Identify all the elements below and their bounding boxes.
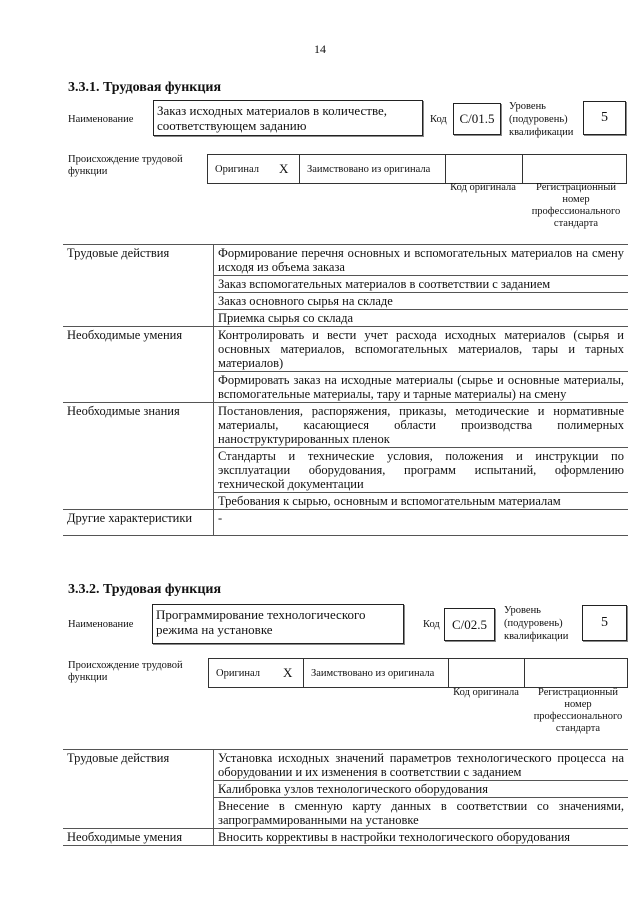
code-box: С/02.5 — [444, 608, 495, 641]
function-table — [63, 749, 628, 846]
original-label: Оригинал — [216, 667, 260, 679]
group-label: Необходимые умения — [63, 327, 214, 403]
function-name-box: Заказ исходных материалов в количестве, соответствующем заданию — [153, 100, 423, 136]
level-label: Уровень (подуровень) квалификации — [509, 101, 574, 138]
function-table — [63, 244, 628, 536]
divider — [626, 155, 627, 183]
table-row — [63, 327, 628, 372]
table-row — [63, 829, 628, 846]
caption-reg: Регистрационный номер профессионального стандарта — [533, 687, 623, 734]
level-box: 5 — [582, 605, 627, 641]
divider — [448, 659, 449, 687]
caption-reg: Регистрационный номер профессионального стандарта — [531, 182, 621, 229]
row-text: Формировать заказ на исходные материалы (сырье и основные материалы, вспомогательные материалы, тару и тарные материалы) на смену — [214, 372, 629, 403]
divider — [524, 659, 525, 687]
original-label: Оригинал — [215, 163, 259, 175]
divider — [208, 659, 209, 687]
section-title: 3.3.2. Трудовая функция — [68, 582, 222, 597]
row-text: Вносить коррективы в настройки технологического оборудования — [214, 829, 629, 846]
origin-label: Происхождение трудовой функции — [68, 660, 183, 683]
borrowed-label: Заимствовано из оригинала — [311, 667, 435, 679]
function-name-box: Программирование технологического режима на установке — [152, 604, 404, 644]
row-text: Внесение в сменную карту данных в соответствии со значениями, запрограммированными на установке — [214, 798, 629, 829]
page-number: 14 — [314, 42, 326, 56]
name-label: Наименование — [68, 619, 134, 630]
divider — [207, 155, 208, 183]
row-text: Заказ основного сырья на складе — [214, 293, 629, 310]
origin-row — [208, 658, 628, 688]
section-title: 3.3.1. Трудовая функция — [68, 80, 222, 95]
row-text: Калибровка узлов технологического оборудования — [214, 781, 629, 798]
row-text: Установка исходных значений параметров технологического процесса на оборудовании и их изменения в соответствии с заданием — [214, 750, 629, 781]
group-label: Необходимые умения — [63, 829, 214, 846]
origin-row — [207, 154, 627, 184]
original-mark: X — [279, 161, 289, 176]
divider — [299, 155, 300, 183]
row-text: Приемка сырья со склада — [214, 310, 629, 327]
row-text: Формирование перечня основных и вспомогательных материалов на смену исходя из объема заказа — [214, 245, 629, 276]
table-row — [63, 245, 628, 276]
original-mark: X — [283, 665, 293, 680]
table-row — [63, 750, 628, 781]
caption-code: Код оригинала — [453, 687, 519, 698]
origin-label: Происхождение трудовой функции — [68, 154, 183, 177]
row-text: Контролировать и вести учет расхода исходных материалов (сырья и основных материалов, вспомогательных материалов, тары и тарных материалов) — [214, 327, 629, 372]
row-text: Заказ вспомогательных материалов в соответствии с заданием — [214, 276, 629, 293]
row-text: Стандарты и технические условия, положения и инструкции по эксплуатации оборудования, программ испытаний, оформлению технической документации — [214, 448, 629, 493]
code-label: Код — [423, 619, 440, 630]
row-text: - — [214, 510, 629, 536]
caption-code: Код оригинала — [450, 182, 516, 193]
row-text: Постановления, распоряжения, приказы, методические и нормативные материалы, касающиеся области производства полимерных наноструктурированных пленок — [214, 403, 629, 448]
row-text: Требования к сырью, основным и вспомогательным материалам — [214, 493, 629, 510]
table-row — [63, 510, 628, 536]
group-label: Другие характеристики — [63, 510, 214, 536]
level-box: 5 — [583, 101, 626, 135]
borrowed-label: Заимствовано из оригинала — [307, 163, 431, 175]
code-label: Код — [430, 114, 447, 125]
group-label: Трудовые действия — [63, 750, 214, 829]
code-box: С/01.5 — [453, 103, 501, 135]
group-label: Необходимые знания — [63, 403, 214, 510]
divider — [627, 659, 628, 687]
level-label: Уровень (подуровень) квалификации — [504, 605, 569, 642]
group-label: Трудовые действия — [63, 245, 214, 327]
name-label: Наименование — [68, 114, 134, 125]
divider — [522, 155, 523, 183]
divider — [445, 155, 446, 183]
divider — [303, 659, 304, 687]
table-row — [63, 403, 628, 448]
